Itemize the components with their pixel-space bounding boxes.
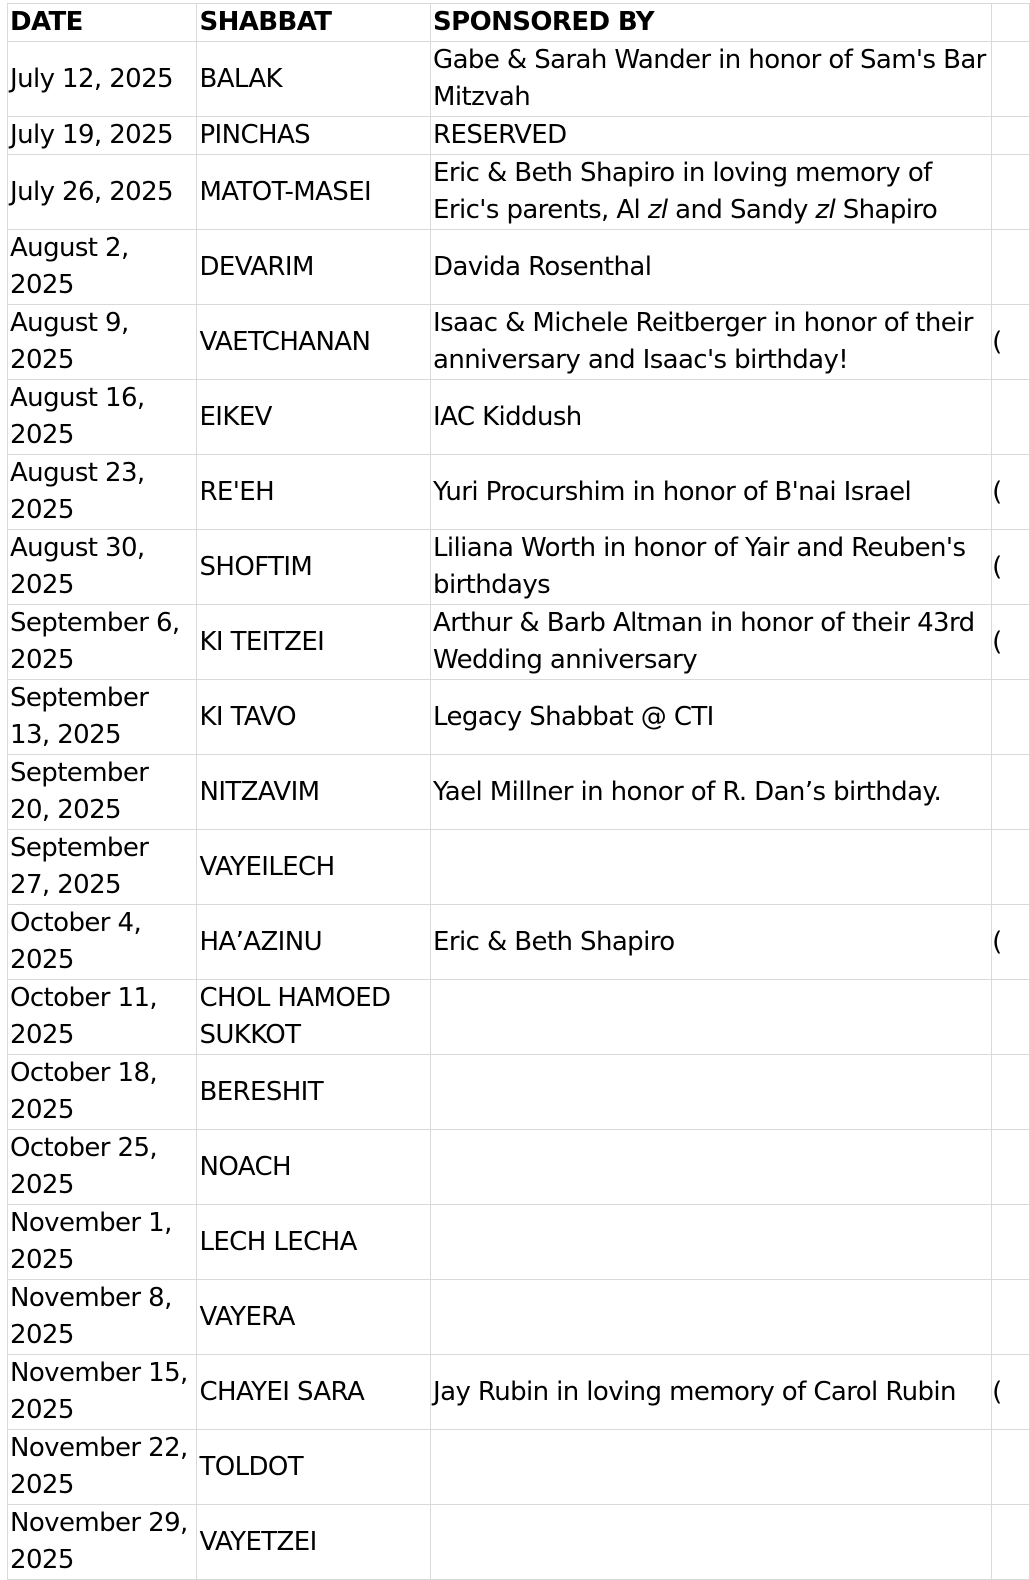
- sponsor-cell[interactable]: Legacy Shabbat @ CTI: [431, 680, 992, 755]
- extra-cell[interactable]: (: [992, 305, 1030, 380]
- shabbat-cell[interactable]: KI TEITZEI: [197, 605, 431, 680]
- date-cell[interactable]: August 23, 2025: [8, 455, 197, 530]
- table-row: [8, 305, 1030, 380]
- extra-cell[interactable]: (: [992, 530, 1030, 605]
- sponsor-cell[interactable]: RESERVED: [431, 117, 992, 155]
- date-cell[interactable]: August 30, 2025: [8, 530, 197, 605]
- shabbat-cell[interactable]: CHOL HAMOED SUKKOT: [197, 980, 431, 1055]
- table-row: [8, 380, 1030, 455]
- sponsor-cell[interactable]: Yael Millner in honor of R. Dan’s birthday.: [431, 755, 992, 830]
- table-row: [8, 117, 1030, 155]
- table-row: [8, 455, 1030, 530]
- extra-cell[interactable]: (: [992, 1355, 1030, 1430]
- date-cell[interactable]: October 11, 2025: [8, 980, 197, 1055]
- date-cell[interactable]: September 6, 2025: [8, 605, 197, 680]
- extra-cell[interactable]: [992, 380, 1030, 455]
- date-cell[interactable]: November 8, 2025: [8, 1280, 197, 1355]
- shabbat-cell[interactable]: DEVARIM: [197, 230, 431, 305]
- extra-cell[interactable]: [992, 1280, 1030, 1355]
- date-cell[interactable]: November 22, 2025: [8, 1430, 197, 1505]
- sponsor-cell[interactable]: Jay Rubin in loving memory of Carol Rubin: [431, 1355, 992, 1430]
- sponsor-text-part: Shapiro: [835, 195, 938, 225]
- extra-cell[interactable]: [992, 755, 1030, 830]
- table-row: [8, 1055, 1030, 1130]
- sponsor-cell[interactable]: [431, 980, 992, 1055]
- shabbat-cell[interactable]: SHOFTIM: [197, 530, 431, 605]
- table-row: [8, 1130, 1030, 1205]
- date-cell[interactable]: November 1, 2025: [8, 1205, 197, 1280]
- date-cell[interactable]: July 19, 2025: [8, 117, 197, 155]
- shabbat-cell[interactable]: CHAYEI SARA: [197, 1355, 431, 1430]
- extra-cell[interactable]: [992, 1205, 1030, 1280]
- table-row: [8, 755, 1030, 830]
- extra-cell[interactable]: [992, 117, 1030, 155]
- shabbat-cell[interactable]: VAYEILECH: [197, 830, 431, 905]
- table-row: [8, 1430, 1030, 1505]
- shabbat-cell[interactable]: TOLDOT: [197, 1430, 431, 1505]
- extra-cell[interactable]: [992, 155, 1030, 230]
- date-cell[interactable]: July 26, 2025: [8, 155, 197, 230]
- table-row: [8, 1505, 1030, 1580]
- sponsor-cell[interactable]: Eric & Beth Shapiro: [431, 905, 992, 980]
- table-row: [8, 830, 1030, 905]
- sponsor-cell[interactable]: [431, 1205, 992, 1280]
- extra-cell[interactable]: (: [992, 605, 1030, 680]
- header-date[interactable]: DATE: [8, 4, 197, 42]
- date-cell[interactable]: September 20, 2025: [8, 755, 197, 830]
- sponsor-cell[interactable]: IAC Kiddush: [431, 380, 992, 455]
- shabbat-cell[interactable]: MATOT-MASEI: [197, 155, 431, 230]
- header-extra[interactable]: [992, 4, 1030, 42]
- header-shabbat[interactable]: SHABBAT: [197, 4, 431, 42]
- table-row: [8, 530, 1030, 605]
- extra-cell[interactable]: [992, 42, 1030, 117]
- extra-cell[interactable]: [992, 980, 1030, 1055]
- shabbat-cell[interactable]: NITZAVIM: [197, 755, 431, 830]
- extra-cell[interactable]: [992, 1505, 1030, 1580]
- sponsor-cell[interactable]: Arthur & Barb Altman in honor of their 43rd Wedding anniversary: [431, 605, 992, 680]
- zl-abbrev: zl: [815, 195, 836, 225]
- sponsor-cell[interactable]: Gabe & Sarah Wander in honor of Sam's Bar Mitzvah: [431, 42, 992, 117]
- shabbat-cell[interactable]: KI TAVO: [197, 680, 431, 755]
- sponsor-cell[interactable]: Isaac & Michele Reitberger in honor of their anniversary and Isaac's birthday!: [431, 305, 992, 380]
- sponsor-cell[interactable]: Liliana Worth in honor of Yair and Reuben's birthdays: [431, 530, 992, 605]
- shabbat-cell[interactable]: LECH LECHA: [197, 1205, 431, 1280]
- date-cell[interactable]: November 15, 2025: [8, 1355, 197, 1430]
- shabbat-cell[interactable]: HA’AZINU: [197, 905, 431, 980]
- date-cell[interactable]: October 25, 2025: [8, 1130, 197, 1205]
- shabbat-cell[interactable]: VAYETZEI: [197, 1505, 431, 1580]
- table-row: [8, 905, 1030, 980]
- sponsor-cell[interactable]: [431, 830, 992, 905]
- table-body: [8, 42, 1030, 1580]
- shabbat-cell[interactable]: VAETCHANAN: [197, 305, 431, 380]
- shabbat-cell[interactable]: BERESHIT: [197, 1055, 431, 1130]
- table-row: [8, 605, 1030, 680]
- sponsor-cell[interactable]: [431, 1430, 992, 1505]
- sponsor-cell[interactable]: [431, 1505, 992, 1580]
- table-row: [8, 155, 1030, 230]
- date-cell[interactable]: August 9, 2025: [8, 305, 197, 380]
- date-cell[interactable]: September 27, 2025: [8, 830, 197, 905]
- table-row: [8, 680, 1030, 755]
- table-row: [8, 1355, 1030, 1430]
- sponsor-text-part: and Sandy: [667, 195, 816, 225]
- table-row: [8, 980, 1030, 1055]
- shabbat-cell[interactable]: BALAK: [197, 42, 431, 117]
- sponsor-cell[interactable]: [431, 1280, 992, 1355]
- shabbat-cell[interactable]: RE'EH: [197, 455, 431, 530]
- header-row: [8, 4, 1030, 42]
- header-sponsored-by[interactable]: SPONSORED BY: [431, 4, 992, 42]
- extra-cell[interactable]: (: [992, 905, 1030, 980]
- sponsor-cell[interactable]: [431, 1055, 992, 1130]
- extra-cell[interactable]: [992, 680, 1030, 755]
- sponsor-cell[interactable]: [431, 155, 992, 230]
- shabbat-cell[interactable]: PINCHAS: [197, 117, 431, 155]
- shabbat-cell[interactable]: EIKEV: [197, 380, 431, 455]
- sponsor-cell[interactable]: [431, 1130, 992, 1205]
- extra-cell[interactable]: [992, 230, 1030, 305]
- extra-cell[interactable]: [992, 1130, 1030, 1205]
- table-row: [8, 1280, 1030, 1355]
- date-cell[interactable]: August 2, 2025: [8, 230, 197, 305]
- date-cell[interactable]: September 13, 2025: [8, 680, 197, 755]
- date-cell[interactable]: October 4, 2025: [8, 905, 197, 980]
- date-cell[interactable]: October 18, 2025: [8, 1055, 197, 1130]
- table-row: [8, 1205, 1030, 1280]
- sponsor-text-part: Eric & Beth Shapiro in loving memory of Eric's parents, Al: [433, 158, 932, 225]
- extra-cell[interactable]: [992, 1430, 1030, 1505]
- sponsor-cell[interactable]: Yuri Procurshim in honor of B'nai Israel: [431, 455, 992, 530]
- date-cell[interactable]: July 12, 2025: [8, 42, 197, 117]
- date-cell[interactable]: November 29, 2025: [8, 1505, 197, 1580]
- sponsorship-table: [7, 3, 1030, 1580]
- table-row: [8, 42, 1030, 117]
- shabbat-cell[interactable]: VAYERA: [197, 1280, 431, 1355]
- sponsor-cell[interactable]: Davida Rosenthal: [431, 230, 992, 305]
- extra-cell[interactable]: [992, 1055, 1030, 1130]
- date-cell[interactable]: August 16, 2025: [8, 380, 197, 455]
- extra-cell[interactable]: (: [992, 455, 1030, 530]
- extra-cell[interactable]: [992, 830, 1030, 905]
- zl-abbrev: zl: [647, 195, 668, 225]
- table-row: [8, 230, 1030, 305]
- shabbat-cell[interactable]: NOACH: [197, 1130, 431, 1205]
